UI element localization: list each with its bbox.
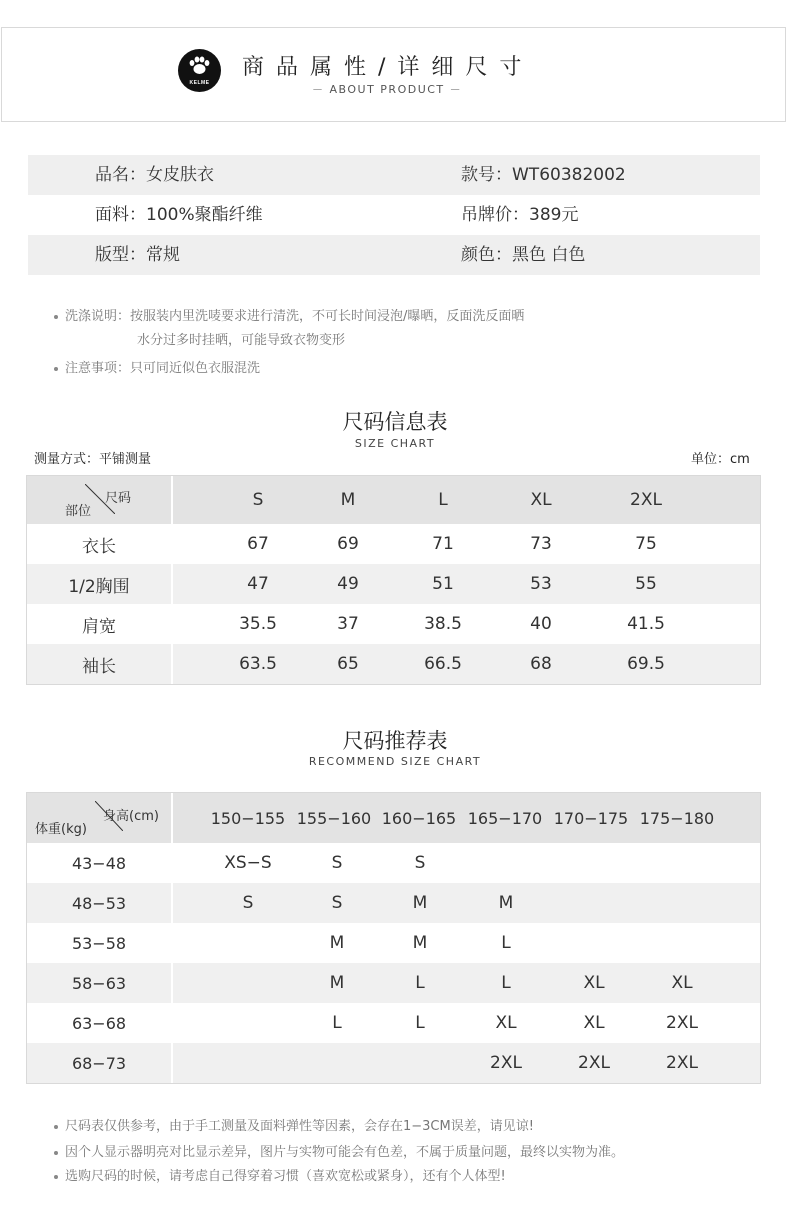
table-cell: XL bbox=[671, 973, 693, 993]
recommend-chart-table bbox=[26, 792, 761, 1084]
kelme-logo bbox=[178, 49, 221, 92]
table-row bbox=[27, 963, 760, 1003]
size-col-header: 2XL bbox=[630, 490, 662, 510]
table-cell: M bbox=[412, 893, 428, 913]
info-row bbox=[28, 195, 760, 235]
table-cell bbox=[647, 883, 717, 923]
size-col-header: M bbox=[340, 490, 356, 510]
row-label: 袖长 bbox=[82, 656, 116, 677]
row-label: 48−53 bbox=[71, 893, 127, 913]
table-cell: 41.5 bbox=[627, 614, 665, 634]
size-chart-subtitle: SIZE CHART bbox=[354, 437, 436, 450]
info-color: 颜色：黑色 白色 bbox=[461, 245, 586, 265]
size-header-row bbox=[27, 476, 760, 524]
height-col-header: 165−170 bbox=[467, 808, 543, 828]
bullet-icon bbox=[54, 315, 58, 319]
row-label: 58−63 bbox=[71, 973, 127, 993]
table-cell: M bbox=[498, 893, 514, 913]
table-cell bbox=[471, 843, 541, 883]
table-cell bbox=[385, 1043, 455, 1083]
size-col-header: S bbox=[252, 490, 264, 510]
info-price: 吊牌价：389元 bbox=[461, 205, 579, 225]
row-label: 43−48 bbox=[71, 853, 127, 873]
corner-size-label: 尺码 bbox=[105, 491, 132, 506]
table-cell: 65 bbox=[337, 654, 359, 674]
table-row bbox=[27, 524, 760, 564]
bullet-icon bbox=[54, 1151, 58, 1155]
table-cell: 2XL bbox=[666, 1053, 698, 1073]
page-subtitle: － ABOUT PRODUCT － bbox=[312, 83, 463, 96]
table-cell: 75 bbox=[635, 534, 657, 554]
table-cell: 53 bbox=[530, 574, 552, 594]
table-cell bbox=[559, 883, 629, 923]
corner-height-label: 身高(cm) bbox=[103, 809, 159, 824]
corner-weight-label: 体重(kg) bbox=[35, 822, 87, 837]
info-name: 品名：女皮肤衣 bbox=[95, 165, 214, 185]
product-info-table bbox=[28, 155, 760, 275]
table-cell: 55 bbox=[635, 574, 657, 594]
table-cell: XL bbox=[495, 1013, 517, 1033]
table-cell: 2XL bbox=[578, 1053, 610, 1073]
table-cell: 40 bbox=[530, 614, 552, 634]
height-col-header: 175−180 bbox=[639, 808, 715, 828]
table-cell: L bbox=[415, 1013, 425, 1033]
recommend-chart-subtitle: RECOMMEND SIZE CHART bbox=[308, 755, 482, 768]
table-cell: 37 bbox=[337, 614, 359, 634]
table-row bbox=[27, 564, 760, 604]
row-label: 1/2胸围 bbox=[68, 576, 130, 597]
page-title: 商品属性/详细尺寸 bbox=[242, 55, 534, 80]
table-cell: 71 bbox=[432, 534, 454, 554]
table-row bbox=[27, 843, 760, 883]
table-cell: M bbox=[329, 933, 345, 953]
logo-text: KELME bbox=[189, 80, 210, 86]
table-row bbox=[27, 923, 760, 963]
table-cell bbox=[647, 843, 717, 883]
footer-note: 尺码表仅供参考，由于手工测量及面料弹性等因素，会存在1−3CM误差，请见谅! bbox=[65, 1119, 534, 1134]
table-cell: L bbox=[332, 1013, 342, 1033]
table-cell bbox=[213, 1003, 283, 1043]
table-cell: S bbox=[331, 893, 343, 913]
wash-label: 洗涤说明： bbox=[65, 309, 131, 324]
footer-note: 因个人显示器明亮对比显示差异，图片与实物可能会有色差，不属于质量问题，最终以实物为准。 bbox=[65, 1145, 625, 1160]
bullet-icon bbox=[54, 367, 58, 371]
table-cell: S bbox=[331, 853, 343, 873]
diagonal-line bbox=[95, 801, 123, 831]
diagonal-line bbox=[85, 484, 115, 514]
row-label: 53−58 bbox=[71, 933, 127, 953]
info-style-number: 款号：WT60382002 bbox=[461, 165, 626, 185]
table-cell: 2XL bbox=[666, 1013, 698, 1033]
table-cell bbox=[302, 1043, 372, 1083]
footer-note: 选购尺码的时候，请考虑自己得穿着习惯（喜欢宽松或紧身），还有个人体型! bbox=[65, 1169, 506, 1184]
row-label: 肩宽 bbox=[82, 616, 116, 637]
size-chart-table bbox=[26, 475, 761, 685]
table-row bbox=[27, 644, 760, 684]
bullet-icon bbox=[54, 1175, 58, 1179]
info-row bbox=[28, 235, 760, 275]
table-cell: 38.5 bbox=[424, 614, 462, 634]
table-cell: 69 bbox=[337, 534, 359, 554]
table-cell bbox=[213, 923, 283, 963]
table-cell: 69.5 bbox=[627, 654, 665, 674]
caution-text: 只可同近似色衣服混洗 bbox=[130, 361, 261, 376]
table-cell: L bbox=[415, 973, 425, 993]
caution-label: 注意事项： bbox=[65, 361, 131, 376]
table-cell: 35.5 bbox=[239, 614, 277, 634]
table-cell bbox=[559, 923, 629, 963]
size-col-header: XL bbox=[530, 490, 552, 510]
unit-label: 单位：cm bbox=[691, 452, 750, 467]
height-header-row bbox=[27, 793, 760, 843]
table-cell: 49 bbox=[337, 574, 359, 594]
row-label: 68−73 bbox=[71, 1053, 127, 1073]
table-cell: XS−S bbox=[224, 853, 272, 873]
table-cell: 51 bbox=[432, 574, 454, 594]
table-cell: 63.5 bbox=[239, 654, 277, 674]
table-cell: M bbox=[412, 933, 428, 953]
size-chart-title: 尺码信息表 bbox=[342, 410, 448, 434]
table-cell: 67 bbox=[247, 534, 269, 554]
table-cell: S bbox=[242, 893, 254, 913]
table-cell bbox=[213, 1043, 283, 1083]
row-label: 63−68 bbox=[71, 1013, 127, 1033]
table-cell: 68 bbox=[530, 654, 552, 674]
bullet-icon bbox=[54, 1125, 58, 1129]
table-cell: 66.5 bbox=[424, 654, 462, 674]
measure-method: 测量方式：平铺测量 bbox=[34, 452, 152, 467]
table-cell bbox=[559, 843, 629, 883]
height-col-header: 170−175 bbox=[553, 808, 629, 828]
height-col-header: 150−155 bbox=[210, 808, 286, 828]
table-cell: XL bbox=[583, 1013, 605, 1033]
table-cell bbox=[213, 963, 283, 1003]
info-row bbox=[28, 155, 760, 195]
table-cell: L bbox=[501, 973, 511, 993]
corner-part-label: 部位 bbox=[65, 504, 92, 519]
wash-text-1: 按服装内里洗唛要求进行清洗，不可长时间浸泡/曝晒，反面洗反面晒 bbox=[130, 309, 525, 324]
row-label: 衣长 bbox=[82, 536, 116, 557]
recommend-chart-title: 尺码推荐表 bbox=[342, 729, 448, 753]
table-cell: XL bbox=[583, 973, 605, 993]
info-fit: 版型：常规 bbox=[95, 245, 180, 265]
table-row bbox=[27, 1043, 760, 1083]
info-fabric: 面料：100%聚酯纤维 bbox=[95, 205, 263, 225]
table-cell: M bbox=[329, 973, 345, 993]
table-cell: 73 bbox=[530, 534, 552, 554]
table-row bbox=[27, 1003, 760, 1043]
table-cell: L bbox=[501, 933, 511, 953]
table-cell: S bbox=[414, 853, 426, 873]
height-col-header: 155−160 bbox=[296, 808, 372, 828]
height-col-header: 160−165 bbox=[381, 808, 457, 828]
table-cell: 2XL bbox=[490, 1053, 522, 1073]
table-row bbox=[27, 604, 760, 644]
size-col-header: L bbox=[438, 490, 448, 510]
wash-text-2: 水分过多时挂晒，可能导致衣物变形 bbox=[137, 333, 346, 348]
table-cell bbox=[647, 923, 717, 963]
table-cell: 47 bbox=[247, 574, 269, 594]
table-row bbox=[27, 883, 760, 923]
